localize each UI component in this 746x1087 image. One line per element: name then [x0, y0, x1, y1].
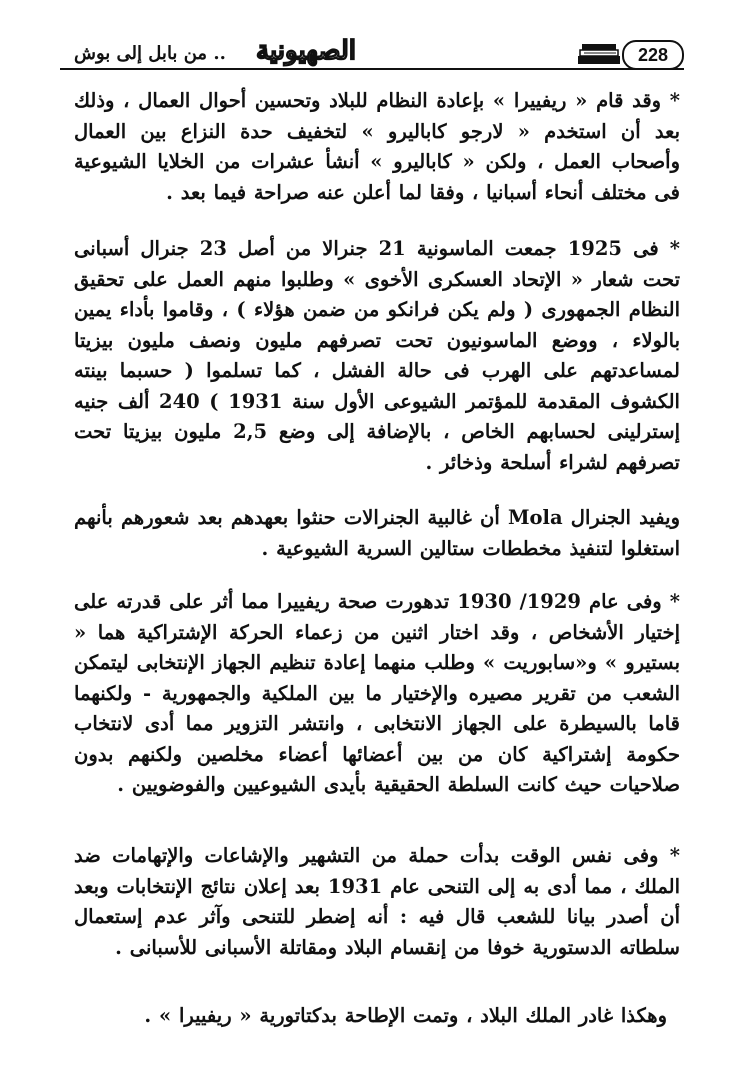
paragraph-text: * فى 1925 جمعت الماسونية 21 جنرالا من أصل 23 جنرال أسبانى تحت شعار « الإتحاد العسكرى الأخوى » وطلبوا منهم العمل على تحقيق النظام الجمهورى ( ولم يكن فرانكو من ضمن هؤلاء ) ، وقاموا بأداء يمين بالولاء ، ووضع الماسونيون تحت تصرفهم مليون ونصف مليون بيزيتا لمساعدتهم على الهرب فى حالة الفشل ، كما تسلموا ( حسبما بينته الكشوف المقدمة للمؤتمر الشيوعى الأول سنة 1931 ) 240 ألف جنيه إسترلينى لحسابهم الخاص ، بالإضافة إلى وضع 2,5 مليون بيزيتا تحت تصرفهم لشراء أسلحة وذخائر . — [74, 237, 680, 474]
header-title: الصهيونية — [256, 36, 356, 66]
paragraph-text: وهكذا غادر الملك البلاد ، وتمت الإطاحة بدكتاتورية « ريفييرا » . — [144, 1004, 667, 1027]
paragraph-6 — [92, 1001, 667, 1032]
header-rule — [60, 68, 684, 70]
paragraph-4 — [74, 587, 680, 801]
paragraph-text: * وقد قام « ريفييرا » بإعادة النظام للبلاد وتحسين أحوال العمال ، وذلك بعد أن استخدم « لارجو كاباليرو » لتخفيف حدة النزاع بين العمال وأصحاب العمل ، ولكن « كاباليرو » أنشأ عشرات من الخلايا الشيوعية فى مختلف أنحاء أسبانيا ، وفقا لما أعلن عنه صراحة فيما بعد . — [74, 89, 680, 204]
running-header — [60, 38, 684, 72]
paragraph-text: ويفيد الجنرال Mola أن غالبية الجنرالات حنثوا بعهدهم بعد شعورهم بأنهم استغلوا لتنفيذ مخططات ستالين السرية الشيوعية . — [74, 506, 680, 560]
paragraph-text: * وفى نفس الوقت بدأت حملة من التشهير والإشاعات والإتهامات ضد الملك ، مما أدى به إلى التنحى عام 1931 بعد إعلان نتائج الإنتخابات وبعد أن أصدر بيانا للشعب قال فيه : أنه إضطر للتنحى وآثر عدم إستعمال سلطاته الدستورية خوفا من إنقسام البلاد ومقاتلة الأسبانى للأسبانى . — [74, 844, 680, 959]
page-number: 228 — [622, 40, 684, 70]
paragraph-2 — [74, 234, 680, 478]
header-subtitle: .. من بابل إلى بوش — [74, 43, 226, 64]
book-icon — [576, 42, 622, 66]
paragraph-text: * وفى عام 1929/ 1930 تدهورت صحة ريفييرا مما أثر على قدرته على إختيار الأشخاص ، وقد اختار اثنين من زعماء الحركة الإشتراكية هما « بستيرو » و«سابوريت » وطلب منهما إعادة تنظيم الجهاز الإنتخابى ليتمكن الشعب من تقرير مصيره والإختيار ما بين الملكية والجمهورية - ولكنهما قاما بالسيطرة على الجهاز الانتخابى ، وانتشر التزوير مما أدى لانتخاب حكومة إشتراكية كان من بين أعضائها أعضاء مخلصين ولكنهم بدون صلاحيات حيث كانت السلطة الحقيقية بأيدى الشيوعيين والفوضويين . — [74, 590, 680, 796]
paragraph-1 — [74, 86, 680, 208]
paragraph-5 — [74, 841, 680, 963]
paragraph-3 — [74, 503, 680, 564]
